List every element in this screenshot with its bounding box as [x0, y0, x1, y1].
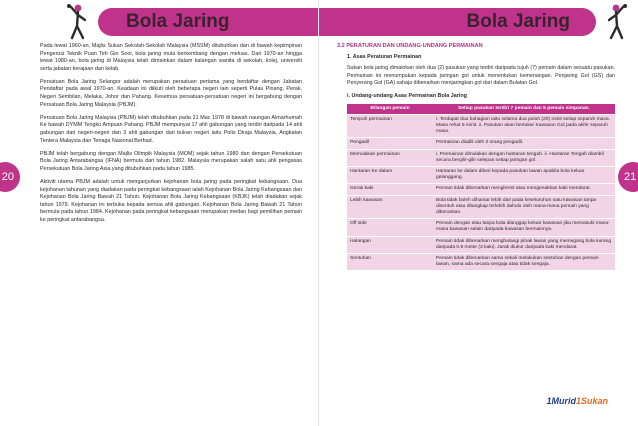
paragraph: Persatuan Bola Jaring Selangor adalah merupakan persatuan pertama yang berdaftar dengan Jabatan Pendaftar pada awal 1970-an. Keadaan ini diikuti oleh beberapa negeri lain seperti Pulau Pinang, Perak, Negeri Sembilan, Melaka, Johor dan Pahang. Kesemua persatuan-persatuan negeri ini bergabung dengan Persatuan Bola Jaring Malaysia (PBJM).: [40, 78, 302, 108]
logo-part-2: 1Sukan: [575, 396, 608, 406]
table-row: [347, 254, 615, 270]
paragraph: Persatuan Bola Jaring Malaysia (PBJM) telah ditubuhkan pada 21 Mac 1978 di bawah naungan Almarhumah Ke bawah DYMM Tengku Ampuan Pahang. PBJM mempunyai 17 ahli gabungan yang terdiri daripada 14 ahli gabungan dari negeri-negeri dan 3 ahli gabungan dari bukan negeri iaitu Polis Diraja Malaysia, Angkatan Tentera Malaysia dan Tenaga Nasional Berhad.: [40, 114, 302, 144]
left-body-text: [40, 43, 302, 230]
rule-desc: Hantaran ke dalam diberi kepada pasukan lawan apabila bola keluar gelanggang.: [433, 167, 615, 183]
rule-desc: Bola tidak boleh dihantar lebih dari pada keseluruhan satu kawasan tanpa disentuh atau ditangkap terlebih dahulu oleh mana-mana pemain yang dibenarkan.: [433, 196, 615, 219]
netball-player-icon: [604, 4, 630, 44]
page-title-right: Bola Jaring: [466, 11, 570, 32]
rule-desc: Permainan diadili oleh 2 orang pengadil.: [433, 138, 615, 148]
rule-desc: Pemain dengan atau tanpa bola dianggap keluar kawasan jika memasuki mana-mana kawasan selain daripada kawasan bermainnya.: [433, 219, 615, 235]
rule-desc: Pemain tidak dibenarkan mengheret atau mengenakkan kaki mendarat.: [433, 184, 615, 194]
subsection-title: 1. Asas Peraturan Permainan: [347, 54, 422, 60]
rule-name: Hantaran Ke dalam: [347, 167, 433, 183]
rule-name: Tempoh permainan: [347, 115, 433, 138]
table-row: [347, 115, 615, 138]
rule-desc: i. Permainan dimulakan dengan hantaran tengah. ii. Hantaran Tengah diambil secara bergilir-gilir selepas setiap jaringan gol.: [433, 150, 615, 166]
page-number-right: 21: [618, 162, 638, 192]
table-title: i. Undang-undang Asas Permainan Bola Jaring: [347, 92, 467, 99]
table-row: [347, 150, 615, 166]
table-row: [347, 167, 615, 183]
rule-desc: Pemain tidak dibenarkan sama sekali melakukan sentuhan dengan pemain lawan, sama ada secara sengaja atau tidak sengaja.: [433, 254, 615, 270]
section-title: 3.2 PERATURAN DAN UNDANG-UNDANG PERMAINAN: [337, 43, 483, 49]
table-row: [347, 219, 615, 235]
table-row: [347, 184, 615, 194]
rule-name: Gerak kaki: [347, 184, 433, 194]
logo-part-1: 1Murid: [546, 396, 576, 406]
rule-name: Sentuhan: [347, 254, 433, 270]
table-row: [347, 196, 615, 219]
table-row: [347, 138, 615, 148]
paragraph: Aktiviti utama PBJM adalah untuk menganjurkan kejohanan bola jaring pada peringkat kebangsaan. Dua kejohanan tahunan yang diadakan pada peringkat kebangsaan ialah Kejohanan Bola Jaring Kebangsaan dan Kejohanan Bola Jaring Bawah 21 Tahun. Kejohanan Bola Jaring Kebangsaan (KBJK) telah diadakan sejak tahun 1979. Kejohanan ini terbuka kepada semua ahli gabungan. Kejohanan Bola Jaring Bawah 21 Tahun bermula pada tahun 1984. Kejohanan pada peringkat kebangsaan merupakan medan bagi pemilihan pemain ke peringkat antarabangsa.: [40, 178, 302, 223]
rule-name: Off side: [347, 219, 433, 235]
rules-table: [347, 103, 615, 272]
table-header-cell: Bilangan pemain: [347, 104, 433, 114]
header-band-right: [319, 8, 596, 36]
rule-desc: Pemain tidak dibenarkan menghalangi pihak lawan yang memegang bola kurang daripada 0.9 meter (3 kaki). Jarak diukur daripada kaki mendarat.: [433, 237, 615, 253]
page-number-left: 20: [0, 162, 20, 192]
rule-name: Lebih kawasan: [347, 196, 433, 219]
paragraph: Pada lewat 1960-an, Majlis Sukan Sekolah-Sekolah Malaysia (MSSM) ditubuhkan dan di bawah kepimpinan Pengerusi Teknik Puan Teh Gin Sooi, bola jaring mula berkembang dengan meluas. Dari 1970-an hingga lewat 1980-an, bola jaring di Malaysia telah dimainkan dalam kalangan wanita di sekolah, kolej, universiti serta jabatan kerajaan dan kelab.: [40, 43, 302, 72]
1murid-1sukan-logo: [546, 396, 608, 406]
table-header-row: [347, 104, 615, 114]
rule-name: Pengadil: [347, 138, 433, 148]
rule-name: Memulakan permainan: [347, 150, 433, 166]
right-page: [319, 0, 638, 426]
netball-player-icon: [64, 4, 90, 44]
header-band-left: [98, 8, 319, 36]
table-header-cell: Setiap pasukan terdiri 7 pemain dan 5 pemain simpanan.: [433, 104, 615, 114]
table-row: [347, 237, 615, 253]
right-body: [337, 43, 615, 271]
rule-name: Halangan: [347, 237, 433, 253]
page-title-left: Bola Jaring: [126, 11, 230, 32]
paragraph: Sukan bola jaring dimainkan oleh dua (2) pasukan yang terdiri daripada tujuh (7) pemain dalam sesuatu pasukan. Permainan ini menumpukan kepada jaringan gol untuk menentukan kemenangan. Penjaring Gol (GS) dan Penyerang Gol (GA) sahaja dibenarkan menjaringkan gol dari dalam Bulatan Gol.: [347, 65, 615, 86]
rule-desc: i. Terdapat dua bahagian iaitu selama dua puluh (20) minit setiap separuh masa. Masa rehat 5 minit. ii. Pasukan akan bertukar Kawasan Gol pada akhir separuh masa.: [433, 115, 615, 138]
paragraph: PBJM telah bergabung dengan Majlis Olimpik Malaysia (MOM) sejak tahun 1980 dan dengan Persekutuan Bola Jaring Antarabangsa (IFNA) bermula dari tahun 1982. Malaysia merupakan salah satu ahli pengasas Persekutuan Bola Jaring Asia yang ditubuhkan pada tahun 1985.: [40, 150, 302, 172]
